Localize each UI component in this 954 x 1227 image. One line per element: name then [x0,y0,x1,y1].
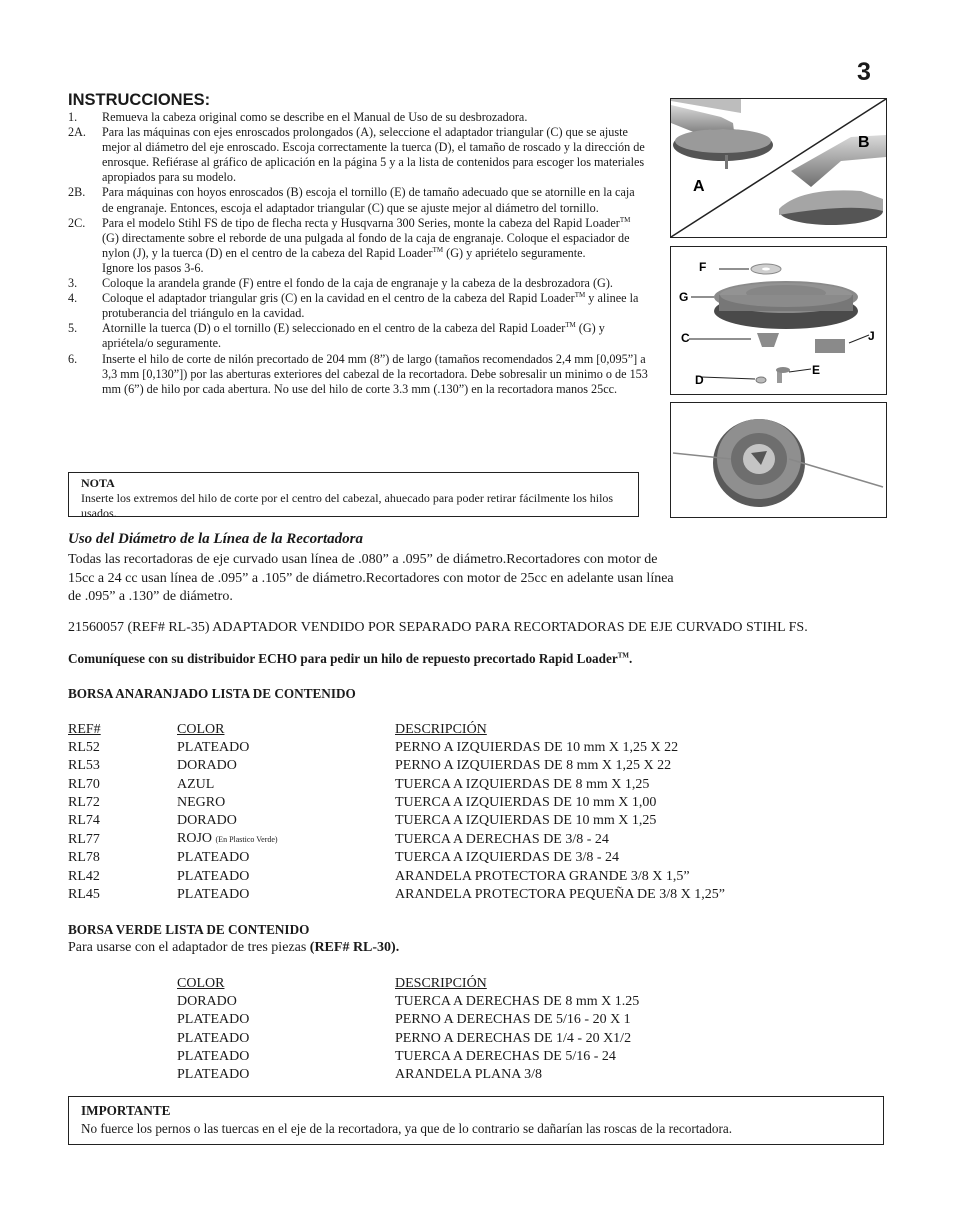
step-text-part: (G) y apriétela/o seguramente. [102,321,605,351]
green-bag-title: BORSA VERDE LISTA DE CONTENIDO [68,922,310,937]
step-text-part: (G) y apriételo seguramente. [443,245,586,260]
description-cell: PERNO A DERECHAS DE 5/16 - 20 X 1 [395,1012,631,1028]
color-cell: PLATEADO [177,1067,250,1083]
color-cell: AZUL [177,776,215,792]
step-text: Remueva la cabeza original como se describe en el Manual de Uso de su desbrozadora. [102,110,528,124]
table-row [68,830,725,849]
table-row [68,812,725,830]
step-text [102,216,648,276]
parts-illustration [671,247,886,394]
description-cell: ARANDELA PROTECTORA PEQUEÑA DE 3/8 X 1,25” [395,886,725,902]
orange-bag-table [68,721,725,904]
color-cell: PLATEADO [177,1030,250,1046]
step-text: Coloque la arandela grande (F) entre el fondo de la caja de engranaje y la cabeza de la desbrozadora (G). [102,276,613,291]
empty-cell [68,975,177,993]
color-cell: PLATEADO [177,1048,250,1064]
label-j: J [868,329,875,343]
color-text: ROJO [177,831,213,847]
green-bag-subtitle-text: Para usarse con el adaptador de tres piezas [68,940,310,955]
label-a: A [693,178,705,195]
color-note: (En Plastico Verde) [215,835,278,845]
green-bag-subtitle [68,940,399,956]
step-number: 2B. [68,185,86,200]
step-text-part: (G) directamente sobre el reborde de una pulgada al fondo de la caja de engranaje. Coloque el espaciador de nylon (J), y la tuerca (D) en el centro de la cabeza del Rapid Loader [102,230,630,260]
description-cell: ARANDELA PROTECTORA GRANDE 3/8 X 1,5” [395,868,690,884]
color-cell: PLATEADO [177,740,250,756]
ref-cell: RL74 [68,813,100,829]
table-row [68,794,725,812]
label-e: E [812,363,821,377]
trademark-mark: TM [619,215,631,224]
note-text: Inserte los extremos del hilo de corte por el centro del cabezal, ahuecado para poder retirar fácilmente los hilos usados. [81,491,614,520]
important-title: IMPORTANTE [81,1103,171,1118]
section-title-line-diameter: Uso del Diámetro de la Línea de la Recortadora [68,531,363,547]
empty-cell [68,1048,177,1066]
green-bag-ref: (REF# RL-30). [309,940,400,955]
adapter-note: 21560057 (REF# RL-35) ADAPTADOR VENDIDO POR SEPARADO PARA RECORTADORAS DE EJE CURVADO STIHL FS. [68,620,808,635]
label-d: D [695,373,704,387]
step-2c [68,216,648,276]
step-text-part: Coloque el adaptador triangular gris (C) en la cavidad en el centro de la cabeza del Rapid Loader [102,291,575,306]
color-cell: DORADO [177,994,237,1010]
description-cell: TUERCA A IZQUIERDAS DE 10 mm X 1,25 [395,813,657,829]
table-row [68,1066,639,1084]
description-cell: TUERCA A DERECHAS DE 8 mm X 1.25 [395,994,640,1010]
figure-assembled-head [670,402,887,518]
green-bag-table [68,975,639,1084]
empty-cell [68,1011,177,1029]
trademark-mark: TM [565,321,576,330]
description-cell: TUERCA A IZQUIERDAS DE 3/8 - 24 [395,850,619,866]
column-header: REF# [68,722,101,737]
description-cell: TUERCA A IZQUIERDAS DE 8 mm X 1,25 [395,776,650,792]
color-cell: NEGRO [177,794,226,810]
step-number: 3. [68,276,78,291]
step-text: Inserte el hilo de corte de nilón precortado de 204 mm (8”) de largo (tamaños recomendados 2,4 mm [0,095”] a 3,3 mm [0,130”]) por las aberturas exteriores del cabezal de la recortadora. Debe sobresalir un minimo o de 153 mm (6”) de hilo por cada abertura. No use del hilo de corte 3.3 mm (.130”) en la recortadora manos 25cc. [102,351,648,396]
trademark-mark: TM [574,291,586,300]
figure-shaft-types [670,98,887,238]
step-1 [68,110,648,125]
page-number: 3 [857,58,871,86]
instructions-heading: INSTRUCCIONES: [68,91,211,109]
table-row [68,1030,639,1048]
step-2a [68,125,648,185]
step-text [102,291,648,321]
step-number: 2C. [68,215,86,230]
step-5 [68,321,648,351]
description-cell: ARANDELA PLANA 3/8 [395,1067,543,1083]
ref-cell: RL45 [68,886,100,902]
table-row [68,993,639,1011]
color-cell: DORADO [177,813,237,829]
color-cell [177,830,395,849]
shaft-illustration [671,99,886,237]
line-diameter-text: Todas las recortadoras de eje curvado usan línea de .080” a .095” de diámetro.Recortadores con motor de 15cc a 24 cc usan línea de .095” a .105” de diámetro.Recortadores con motor de 25cc en adelante usan línea de .095” a .130” de diámetro. [68,552,674,604]
description-cell: TUERCA A DERECHAS DE 5/16 - 24 [395,1048,616,1064]
step-text-part: y alinee la protuberancia del triángulo en la cavidad. [102,291,639,321]
step-text-part: Atornille la tuerca (D) o el tornillo (E) seleccionado en el centro de la cabeza del Rapid Loader [102,321,566,336]
step-2b [68,185,648,215]
table-row [68,739,725,757]
table-row [68,849,725,867]
step-number: 4. [68,291,78,306]
column-header: COLOR [177,722,225,737]
table-row [68,776,725,794]
color-cell: PLATEADO [177,868,250,884]
contact-note: Comuníquese con su distribuidor ECHO para pedir un hilo de repuesto precortado Rapid Loader™. [68,651,633,666]
label-f: F [699,260,707,274]
step-number: 6. [68,351,78,366]
column-header: DESCRIPCIÓN [395,976,487,991]
ref-cell: RL52 [68,740,100,756]
step-4 [68,291,648,321]
column-header: DESCRIPCIÓN [395,722,487,737]
important-box [68,1096,884,1145]
color-cell: PLATEADO [177,850,250,866]
important-text: No fuerce los pernos o las tuercas en el eje de la recortadora, ya que de lo contrario se dañarían las roscas de la recortadora. [81,1121,733,1136]
step-number: 1. [68,110,78,124]
label-b: B [858,134,870,151]
step-number: 2A. [68,125,86,140]
trademark-mark: TM [432,245,444,254]
ref-cell: RL78 [68,850,100,866]
ref-cell: RL72 [68,794,100,810]
description-cell: PERNO A DERECHAS DE 1/4 - 20 X1/2 [395,1030,632,1046]
color-cell: PLATEADO [177,886,250,902]
note-title: NOTA [81,476,115,490]
step-text: Para máquinas con hoyos enroscados (B) escoja el tornillo (E) de tamaño adecuado que se atornille en la caja de engranaje. Entonces, escoja el adaptador triangular (C) que se ajuste mejor al diámetro del tornillo. [102,185,635,215]
step-number: 5. [68,321,78,336]
contact-text: Comuníquese con su distribuidor ECHO para pedir un hilo de repuesto precortado Rapid Loader [68,651,618,666]
ref-cell: RL77 [68,831,100,847]
figure-exploded-parts [670,246,887,395]
trademark-mark: TM [617,651,629,660]
step-text [102,321,648,351]
color-cell: PLATEADO [177,1012,250,1028]
ref-cell: RL70 [68,776,100,792]
label-g: G [679,290,689,304]
empty-cell [68,1030,177,1048]
instruction-steps [68,110,648,397]
step-text-part: Para el modelo Stihl FS de tipo de flecha recta y Husqvarna 300 Series, monte la cabeza del Rapid Loader [102,215,620,230]
step-3 [68,276,648,291]
table-row [68,1048,639,1066]
label-c: C [681,331,690,345]
description-cell: PERNO A IZQUIERDAS DE 10 mm X 1,25 X 22 [395,740,679,756]
ref-cell: RL42 [68,868,100,884]
note-box [68,472,639,520]
empty-cell [68,993,177,1011]
step-text-part: Ignore los pasos 3-6. [102,260,204,275]
description-cell: TUERCA A DERECHAS DE 3/8 - 24 [395,831,609,847]
color-cell: DORADO [177,758,237,774]
column-header: COLOR [177,976,225,991]
table-row [68,868,725,886]
table-header-row [68,721,725,739]
ref-cell: RL53 [68,758,100,774]
step-6 [68,352,648,397]
description-cell: PERNO A IZQUIERDAS DE 8 mm X 1,25 X 22 [395,758,672,774]
empty-cell [68,1066,177,1084]
table-row [68,1011,639,1029]
description-cell: TUERCA A IZQUIERDAS DE 10 mm X 1,00 [395,794,657,810]
table-header-row [68,975,639,993]
head-illustration [671,403,886,517]
table-row [68,886,725,904]
table-row [68,757,725,775]
step-text: Para las máquinas con ejes enroscados prolongados (A), seleccione el adaptador triangular (C) que se ajuste mejor al diámetro del eje enroscado. Escoja correctamente la tuerca (D), el tamaño de roscado y la dirección de enrosque. Refiérase al gráfico de aplicación en la página 5 y a la lista de contenidos para escoger los materiales apropiados para su modelo. [102,125,645,185]
orange-bag-title: BORSA ANARANJADO LISTA DE CONTENIDO [68,686,356,701]
